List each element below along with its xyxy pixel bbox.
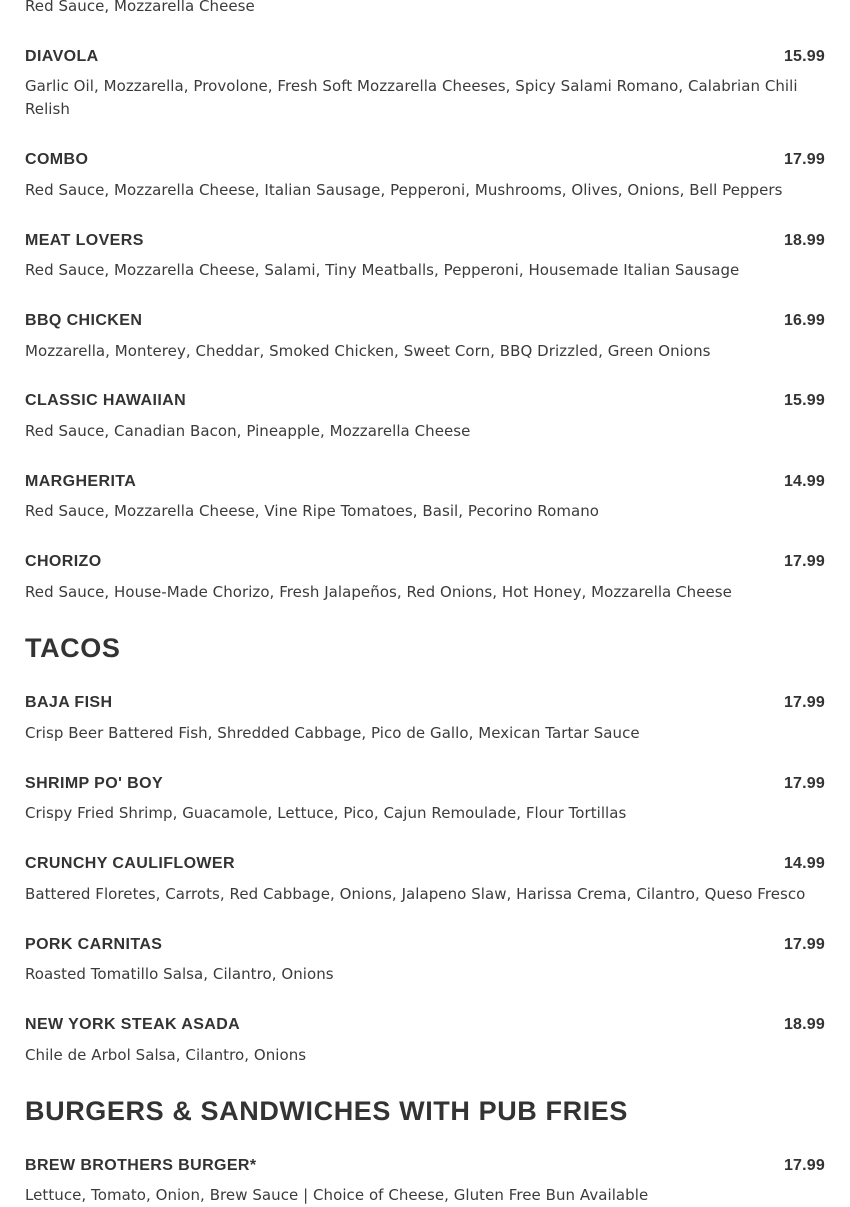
item-name: CLASSIC HAWAIIAN [25, 392, 187, 409]
item-price: 18.99 [783, 232, 825, 249]
item-name: BAJA FISH [25, 694, 113, 711]
item-description: Red Sauce, Mozzarella Cheese, Vine Ripe Tomatoes, Basil, Pecorino Romano [25, 502, 600, 520]
item-name: BBQ CHICKEN [25, 312, 143, 329]
item-description: Lettuce, Tomato, Onion, Brew Sauce | Choice of Cheese, Gluten Free Bun Available [25, 1186, 649, 1204]
item-description: Crisp Beer Battered Fish, Shredded Cabbage, Pico de Gallo, Mexican Tartar Sauce [25, 724, 640, 742]
item-price: 17.99 [783, 694, 825, 711]
item-name: DIAVOLA [25, 48, 99, 65]
menu-item-chorizo [25, 553, 825, 571]
item-name: NEW YORK STEAK ASADA [25, 1016, 241, 1033]
menu-item-classic-hawaiian [25, 392, 825, 410]
item-price: 15.99 [783, 392, 825, 409]
item-name: BREW BROTHERS BURGER* [25, 1157, 257, 1174]
menu-item-baja-fish [25, 694, 825, 712]
item-price: 17.99 [783, 936, 825, 953]
item-price: 17.99 [783, 775, 825, 792]
menu-item-meat-lovers [25, 232, 825, 250]
item-description: Red Sauce, Mozzarella Cheese, Salami, Tiny Meatballs, Pepperoni, Housemade Italian Sausage [25, 261, 740, 279]
item-description: Battered Floretes, Carrots, Red Cabbage, Onions, Jalapeno Slaw, Harissa Crema, Cilantro, Queso Fresco [25, 885, 806, 903]
item-name: MARGHERITA [25, 473, 137, 490]
menu-item-new-york-steak-asada [25, 1016, 825, 1034]
menu-item-margherita [25, 473, 825, 491]
menu-item-brew-brothers-burger [25, 1157, 825, 1175]
item-price: 18.99 [783, 1016, 825, 1033]
menu-item-crunchy-cauliflower [25, 855, 825, 873]
item-name: CHORIZO [25, 553, 102, 570]
item-price: 16.99 [783, 312, 825, 329]
item-description: Red Sauce, Mozzarella Cheese, Italian Sausage, Pepperoni, Mushrooms, Olives, Onions, Bell Peppers [25, 181, 783, 199]
item-price: 15.99 [783, 48, 825, 65]
item-description: Red Sauce, House-Made Chorizo, Fresh Jalapeños, Red Onions, Hot Honey, Mozzarella Cheese [25, 583, 732, 601]
menu-item-pork-carnitas [25, 936, 825, 954]
menu-item-combo [25, 151, 825, 169]
item-description: Red Sauce, Mozzarella Cheese [25, 0, 255, 15]
item-name: PORK CARNITAS [25, 936, 163, 953]
item-price: 17.99 [783, 1157, 825, 1174]
item-name: CRUNCHY CAULIFLOWER [25, 855, 235, 872]
item-description: Red Sauce, Canadian Bacon, Pineapple, Mozzarella Cheese [25, 422, 471, 440]
item-price: 17.99 [783, 151, 825, 168]
item-description: Roasted Tomatillo Salsa, Cilantro, Onions [25, 965, 334, 983]
item-price: 14.99 [783, 473, 825, 490]
menu-item-bbq-chicken [25, 312, 825, 330]
menu-item-shrimp-po-boy [25, 775, 825, 793]
item-name: MEAT LOVERS [25, 232, 144, 249]
section-title-burgers: BURGERS & SANDWICHES WITH PUB FRIES [25, 1096, 629, 1126]
item-price: 17.99 [783, 553, 825, 570]
item-description: Chile de Arbol Salsa, Cilantro, Onions [25, 1046, 307, 1064]
item-name: SHRIMP PO' BOY [25, 775, 164, 792]
item-description: Garlic Oil, Mozzarella, Provolone, Fresh Soft Mozzarella Cheeses, Spicy Salami Romano, Calabrian Chili Relish [25, 77, 798, 118]
menu-item-diavola [25, 48, 825, 66]
item-price: 14.99 [783, 855, 825, 872]
item-description: Mozzarella, Monterey, Cheddar, Smoked Chicken, Sweet Corn, BBQ Drizzled, Green Onions [25, 342, 711, 360]
item-description: Crispy Fried Shrimp, Guacamole, Lettuce, Pico, Cajun Remoulade, Flour Tortillas [25, 804, 627, 822]
item-name: COMBO [25, 151, 89, 168]
section-title-tacos: TACOS [25, 633, 121, 663]
